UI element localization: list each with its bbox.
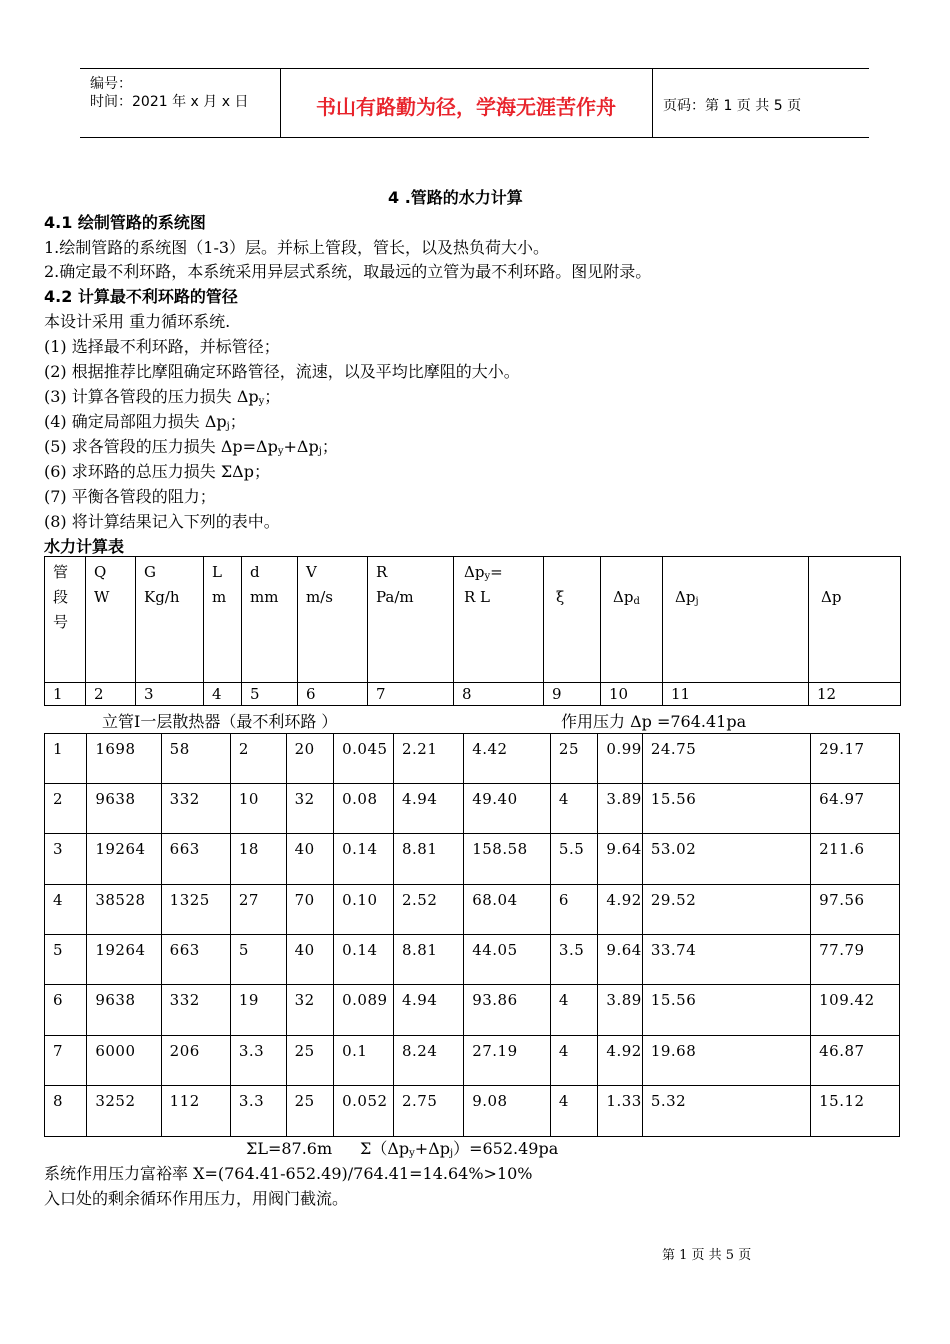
col-header-r: R Pa/m <box>368 557 454 683</box>
table-cell: 4.92 <box>598 885 642 935</box>
col-num: 11 <box>663 683 809 706</box>
table-cell: 32 <box>286 985 334 1036</box>
table-cell: 5.5 <box>550 834 598 885</box>
table-cell: 4.92 <box>598 1036 642 1086</box>
table-cell: 3 <box>45 834 87 885</box>
table-cell: 0.99 <box>598 734 642 784</box>
step-4-end: ； <box>229 412 246 431</box>
table-cell: 109.42 <box>811 985 900 1036</box>
table-row <box>45 885 900 935</box>
table-cell: 40 <box>286 935 334 985</box>
table-cell: 25 <box>286 1086 334 1137</box>
table-cell: 8.81 <box>393 935 463 985</box>
table-cell: 2 <box>45 784 87 834</box>
margin-rate: 系统作用压力富裕率 X=(764.41-652.49)/764.41=14.64%>10% <box>44 1164 533 1183</box>
table-row <box>45 1086 900 1137</box>
table-cell: 77.79 <box>811 935 900 985</box>
sum-pressure <box>360 1139 558 1159</box>
table-cell: 0.045 <box>334 734 394 784</box>
table-cell: 206 <box>161 1036 230 1086</box>
table-cell: 6 <box>45 985 87 1036</box>
sum-p-a: Σ（Δp <box>360 1139 410 1158</box>
table-cell: 6 <box>550 885 598 935</box>
table-cell: 0.14 <box>334 935 394 985</box>
col-num: 9 <box>544 683 601 706</box>
motto: 书山有路勤为径，学海无涯苦作舟 <box>316 95 616 119</box>
step-1: (1) 选择最不利环路，并标管径； <box>44 337 280 356</box>
table-cell: 8.24 <box>393 1036 463 1086</box>
step-7: (7) 平衡各管段的阻力； <box>44 487 216 506</box>
col-header-dpd <box>601 557 663 683</box>
table-cell: 4.94 <box>393 985 463 1036</box>
col-header-xi: ξ <box>544 557 601 683</box>
col-header-v: V m/s <box>298 557 368 683</box>
valve-note: 入口处的剩余循环作用压力，用阀门截流。 <box>44 1189 349 1208</box>
step-5-plus: +Δp <box>283 437 319 456</box>
table-cell: 4 <box>550 1086 598 1137</box>
footer-page: 第 1 页 共 5 页 <box>662 1248 752 1263</box>
col-num: 5 <box>242 683 298 706</box>
table-cell: 44.05 <box>464 935 551 985</box>
step-5-text: (5) 求各管段的压力损失 Δp=Δp <box>44 437 278 456</box>
data-table-body <box>45 734 900 1137</box>
col-num: 1 <box>45 683 86 706</box>
table-row <box>45 784 900 834</box>
step-4 <box>44 412 246 432</box>
col-num: 6 <box>298 683 368 706</box>
table-cell: 15.56 <box>642 784 810 834</box>
table-cell: 2.52 <box>393 885 463 935</box>
table-cell: 1 <box>45 734 87 784</box>
table-row <box>45 985 900 1036</box>
table-cell: 1.33 <box>598 1086 642 1137</box>
table-cell: 9638 <box>87 784 161 834</box>
table-row <box>45 935 900 985</box>
table-cell: 0.089 <box>334 985 394 1036</box>
table-cell: 49.40 <box>464 784 551 834</box>
table-cell: 5.32 <box>642 1086 810 1137</box>
time-label: 时间：2021 年 x 月 x 日 <box>90 94 249 110</box>
table-cell: 4 <box>550 985 598 1036</box>
header-meta <box>80 69 281 137</box>
table-cell: 0.1 <box>334 1036 394 1086</box>
dpy-text: Δp <box>464 563 485 581</box>
table-cell: 3252 <box>87 1086 161 1137</box>
intro-line: 本设计采用 重力循环系统. <box>44 312 231 331</box>
table-cell: 4 <box>550 784 598 834</box>
table-cell: 4.94 <box>393 784 463 834</box>
table-cell: 9.64 <box>598 935 642 985</box>
table-cell: 32 <box>286 784 334 834</box>
table-cell: 1325 <box>161 885 230 935</box>
table-cell: 29.17 <box>811 734 900 784</box>
table-cell: 112 <box>161 1086 230 1137</box>
col-num: 10 <box>601 683 663 706</box>
table-cell: 27 <box>230 885 286 935</box>
step-3-text: (3) 计算各管段的压力损失 Δp <box>44 387 259 406</box>
table-cell: 58 <box>161 734 230 784</box>
page-title: 4 .管路的水力计算 <box>388 188 523 207</box>
column-number-row <box>45 683 901 706</box>
step-3 <box>44 387 280 407</box>
step-5 <box>44 437 338 457</box>
dpj-sub: j <box>695 596 699 607</box>
table-cell: 2.75 <box>393 1086 463 1137</box>
acting-pressure: 作用压力 Δp =764.41pa <box>561 712 747 731</box>
table-cell: 8 <box>45 1086 87 1137</box>
table-cell: 19.68 <box>642 1036 810 1086</box>
col-num: 12 <box>809 683 901 706</box>
table-cell: 19264 <box>87 935 161 985</box>
riser-label: 立管Ⅰ一层散热器（最不利环路 ） <box>102 712 338 731</box>
table-cell: 0.10 <box>334 885 394 935</box>
col-header-l: L m <box>204 557 242 683</box>
table-cell: 5 <box>45 935 87 985</box>
table-cell: 93.86 <box>464 985 551 1036</box>
s41-item-1: 1.绘制管路的系统图（1-3）层。并标上管段，管长，以及热负荷大小。 <box>44 238 550 257</box>
table-cell: 2 <box>230 734 286 784</box>
section-4-2-heading: 4.2 计算最不利环路的管径 <box>44 287 238 306</box>
table-cell: 15.12 <box>811 1086 900 1137</box>
table-cell: 19264 <box>87 834 161 885</box>
table-cell: 663 <box>161 935 230 985</box>
col-num: 3 <box>136 683 204 706</box>
table-cell: 9.08 <box>464 1086 551 1137</box>
table-cell: 9638 <box>87 985 161 1036</box>
table-cell: 97.56 <box>811 885 900 935</box>
table-cell: 70 <box>286 885 334 935</box>
col-header-dp: Δp <box>809 557 901 683</box>
table-cell: 15.56 <box>642 985 810 1036</box>
dpy-eq: = <box>490 563 503 581</box>
dpd-sub: d <box>633 596 640 607</box>
step-4-sub: j <box>226 421 230 432</box>
step-8: (8) 将计算结果记入下列的表中。 <box>44 512 280 531</box>
dpj-text: Δp <box>675 588 696 606</box>
table-cell: 25 <box>286 1036 334 1086</box>
col-header-dpj <box>663 557 809 683</box>
step-2: (2) 根据推荐比摩阻确定环路管径，流速，以及平均比摩阻的大小。 <box>44 362 520 381</box>
table-cell: 211.6 <box>811 834 900 885</box>
table-cell: 7 <box>45 1036 87 1086</box>
table-row <box>45 834 900 885</box>
sum-p-sub1: y <box>409 1148 415 1159</box>
table-cell: 24.75 <box>642 734 810 784</box>
col-header-d: d mm <box>242 557 298 683</box>
table-cell: 68.04 <box>464 885 551 935</box>
table-cell: 53.02 <box>642 834 810 885</box>
table-cell: 3.89 <box>598 784 642 834</box>
table-cell: 2.21 <box>393 734 463 784</box>
dpy-rl: R L <box>464 588 491 606</box>
table-cell: 6000 <box>87 1036 161 1086</box>
table-row <box>45 1036 900 1086</box>
table-cell: 25 <box>550 734 598 784</box>
table-cell: 3.5 <box>550 935 598 985</box>
dpy-sub: y <box>484 571 491 582</box>
table-cell: 40 <box>286 834 334 885</box>
step-5-sub1: y <box>277 446 284 457</box>
table-title: 水力计算表 <box>44 537 125 556</box>
table-cell: 38528 <box>87 885 161 935</box>
data-table <box>44 733 900 1137</box>
table-cell: 3.3 <box>230 1086 286 1137</box>
col-header-segment: 管 段 号 <box>45 557 86 683</box>
table-cell: 20 <box>286 734 334 784</box>
table-cell: 64.97 <box>811 784 900 834</box>
table-cell: 19 <box>230 985 286 1036</box>
sum-p-c: ）=652.49pa <box>453 1139 559 1158</box>
table-cell: 4.42 <box>464 734 551 784</box>
col-num: 7 <box>368 683 454 706</box>
table-cell: 3.89 <box>598 985 642 1036</box>
sum-length: ΣL=87.6m <box>246 1139 333 1158</box>
table-cell: 0.052 <box>334 1086 394 1137</box>
header-page-label: 页码：第 1 页 共 5 页 <box>663 98 802 114</box>
col-header-dpy <box>454 557 544 683</box>
table-cell: 1698 <box>87 734 161 784</box>
col-num: 4 <box>204 683 242 706</box>
table-cell: 46.87 <box>811 1036 900 1086</box>
col-num: 2 <box>86 683 136 706</box>
table-row <box>45 734 900 784</box>
header-row <box>45 557 901 683</box>
table-cell: 33.74 <box>642 935 810 985</box>
step-5-end: ； <box>321 437 338 456</box>
col-header-g: G Kg/h <box>136 557 204 683</box>
sum-p-b: +Δp <box>414 1139 450 1158</box>
table-cell: 158.58 <box>464 834 551 885</box>
table-cell: 4 <box>550 1036 598 1086</box>
section-4-1-heading: 4.1 绘制管路的系统图 <box>44 213 206 232</box>
table-cell: 27.19 <box>464 1036 551 1086</box>
table-cell: 18 <box>230 834 286 885</box>
table-header <box>44 556 901 706</box>
table-cell: 663 <box>161 834 230 885</box>
col-num: 8 <box>454 683 544 706</box>
page-header <box>80 68 869 138</box>
table-cell: 332 <box>161 985 230 1036</box>
table-cell: 8.81 <box>393 834 463 885</box>
dpd-text: Δp <box>613 588 634 606</box>
number-label: 编号： <box>90 76 132 92</box>
table-cell: 3.3 <box>230 1036 286 1086</box>
table-cell: 29.52 <box>642 885 810 935</box>
table-cell: 9.64 <box>598 834 642 885</box>
header-motto-cell <box>280 69 653 137</box>
header-page-cell <box>653 69 869 137</box>
step-3-sub: y <box>258 396 265 407</box>
col-header-q: Q W <box>86 557 136 683</box>
step-4-text: (4) 确定局部阻力损失 Δp <box>44 412 227 431</box>
table-cell: 5 <box>230 935 286 985</box>
table-cell: 332 <box>161 784 230 834</box>
step-5-sub2: j <box>318 446 322 457</box>
sum-p-sub2: j <box>449 1148 454 1159</box>
table-cell: 10 <box>230 784 286 834</box>
step-6: (6) 求环路的总压力损失 ΣΔp； <box>44 462 270 481</box>
table-cell: 0.08 <box>334 784 394 834</box>
s41-item-2: 2.确定最不利环路，本系统采用异层式系统，取最远的立管为最不利环路。图见附录。 <box>44 262 652 281</box>
table-cell: 4 <box>45 885 87 935</box>
step-3-end: ； <box>264 387 281 406</box>
table-cell: 0.14 <box>334 834 394 885</box>
